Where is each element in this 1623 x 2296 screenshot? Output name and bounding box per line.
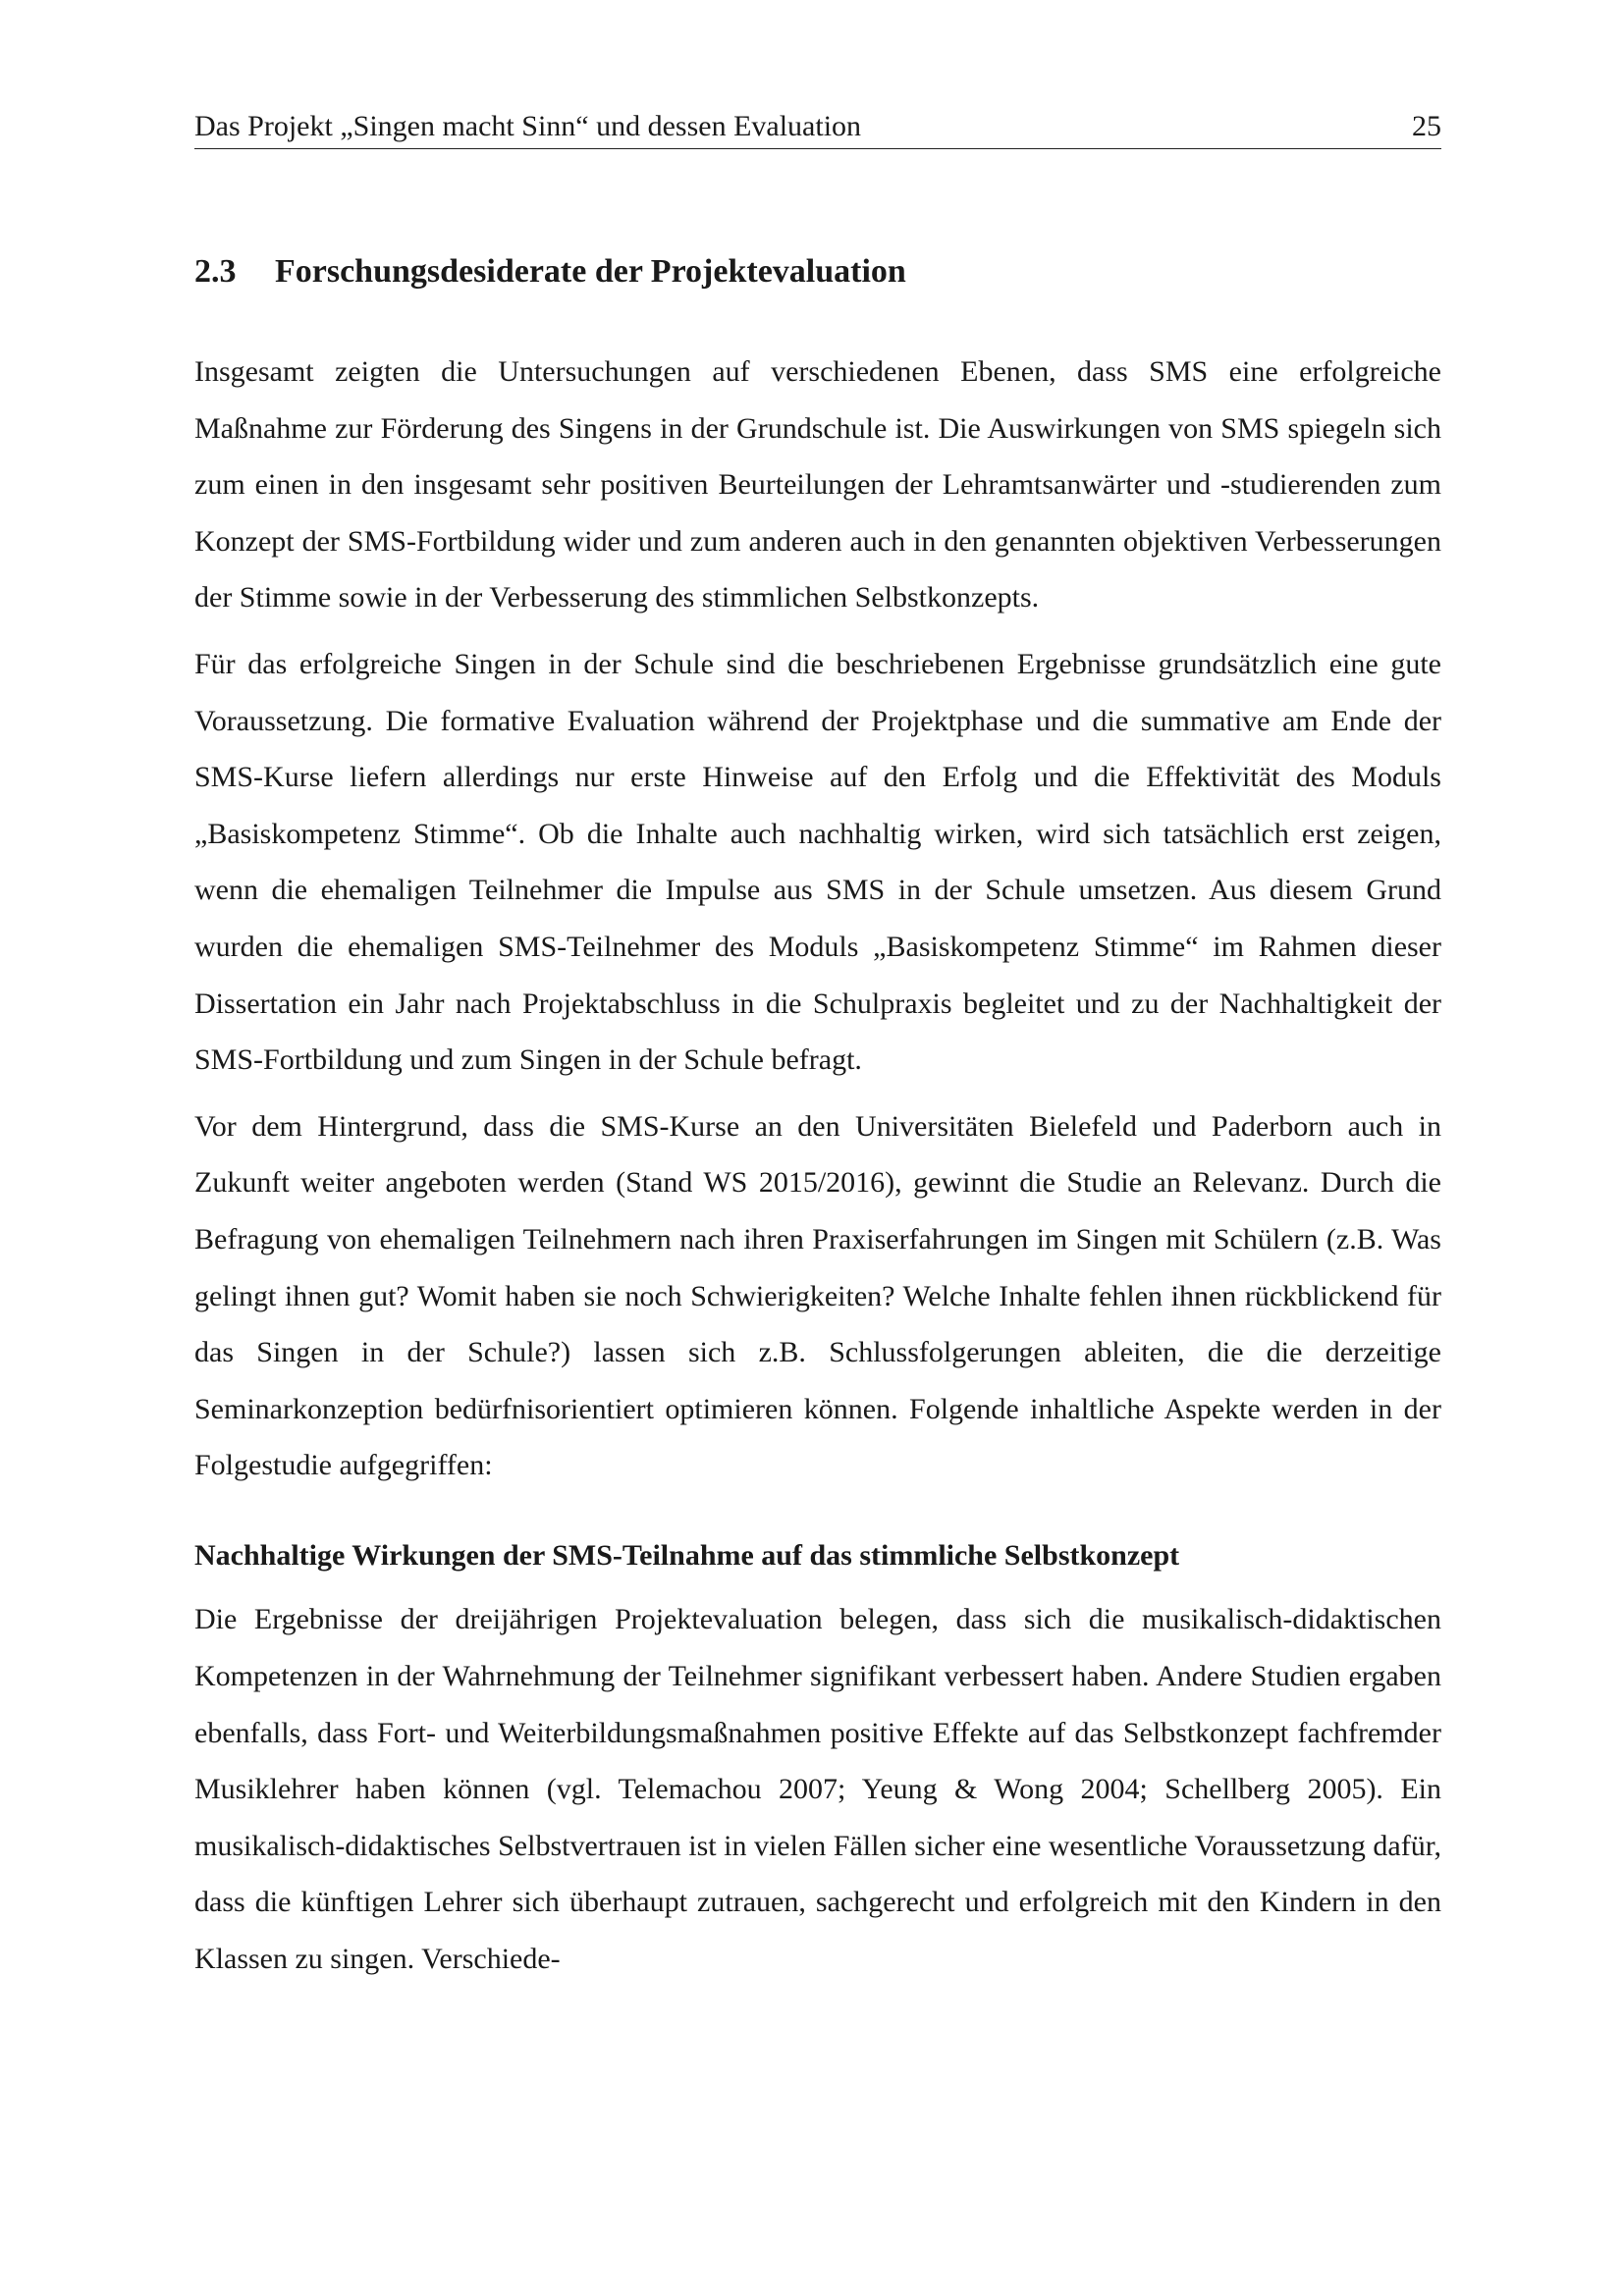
section-heading (194, 245, 1441, 298)
paragraph-3: Vor dem Hintergrund, dass die SMS-Kurse an den Universitäten Bielefeld und Paderborn auch in Zukunft weiter angeboten werden (Stand WS 2015/2016), gewinnt die Studie an Relevanz. Durch die Befragung von ehemaligen Teilnehmern nach ihren Praxiserfahrungen im Singen mit Schülern (z.B. Was gelingt ihnen gut? Womit haben sie noch Schwierigkeiten? Welche Inhalte fehlen ihnen rückblickend für das Singen in der Schule?) lassen sich z.B. Schlussfolgerungen ableiten, die die derzeitige Seminarkonzeption bedürfnisorientiert optimieren können. Folgende inhaltliche Aspekte werden in der Folgestudie aufgegriffen: (194, 1109, 1441, 1482)
section-title: Forschungsdesiderate der Projektevaluation (275, 253, 906, 290)
paragraph-1: Insgesamt zeigten die Untersuchungen auf verschiedenen Ebenen, dass SMS eine erfolgreiche Maßnahme zur Förderung des Singens in der Grundschule ist. Die Auswirkungen von SMS spiegeln sich zum einen in den insgesamt sehr positiven Beurteilungen der Lehramtsanwärter und -studierenden zum Konzept der SMS-Fortbildung wider und zum anderen auch in den genannten objektiven Verbesserungen der Stimme sowie in der Verbesserung des stimmlichen Selbstkonzepts. (194, 355, 1441, 614)
page-number: 25 (1412, 110, 1441, 142)
running-header-title: Das Projekt „Singen macht Sinn“ und dessen Evaluation (194, 110, 862, 142)
subsection-heading: Nachhaltige Wirkungen der SMS-Teilnahme auf das stimmliche Selbstkonzept (194, 1538, 1180, 1572)
running-header (194, 106, 1441, 149)
paragraph-2: Für das erfolgreiche Singen in der Schule sind die beschriebenen Ergebnisse grundsätzlich eine gute Voraussetzung. Die formative Evaluation während der Projektphase und die summative am Ende der SMS-Kurse liefern allerdings nur erste Hinweise auf den Erfolg und die Effektivität des Moduls „Basiskompetenz Stimme“. Ob die Inhalte auch nachhaltig wirken, wird sich tatsächlich erst zeigen, wenn die ehemaligen Teilnehmer die Impulse aus SMS in der Schule umsetzen. Aus diesem Grund wurden die ehemaligen SMS-Teilnehmer des Moduls „Basiskompetenz Stimme“ im Rahmen dieser Dissertation ein Jahr nach Projektabschluss in die Schulpraxis begleitet und zu der Nachhaltigkeit der SMS-Fortbildung und zum Singen in der Schule befragt. (194, 647, 1441, 1077)
page-content (194, 245, 1441, 1998)
section-number: 2.3 (194, 253, 237, 290)
subsection-paragraph: Die Ergebnisse der dreijährigen Projektevaluation belegen, dass sich die musikalisch-didaktischen Kompetenzen in der Wahrnehmung der Teilnehmer signifikant verbessert haben. Andere Studien ergaben ebenfalls, dass Fort- und Weiterbildungsmaßnahmen positive Effekte auf das Selbstkonzept fachfremder Musiklehrer haben können (vgl. Telemachou 2007; Yeung & Wong 2004; Schellberg 2005). Ein musikalisch-didaktisches Selbstvertrauen ist in vielen Fällen sicher eine wesentliche Voraussetzung dafür, dass die künftigen Lehrer sich überhaupt zutrauen, sachgerecht und erfolgreich mit den Kindern in den Klassen zu singen. Verschiede- (194, 1603, 1441, 1976)
